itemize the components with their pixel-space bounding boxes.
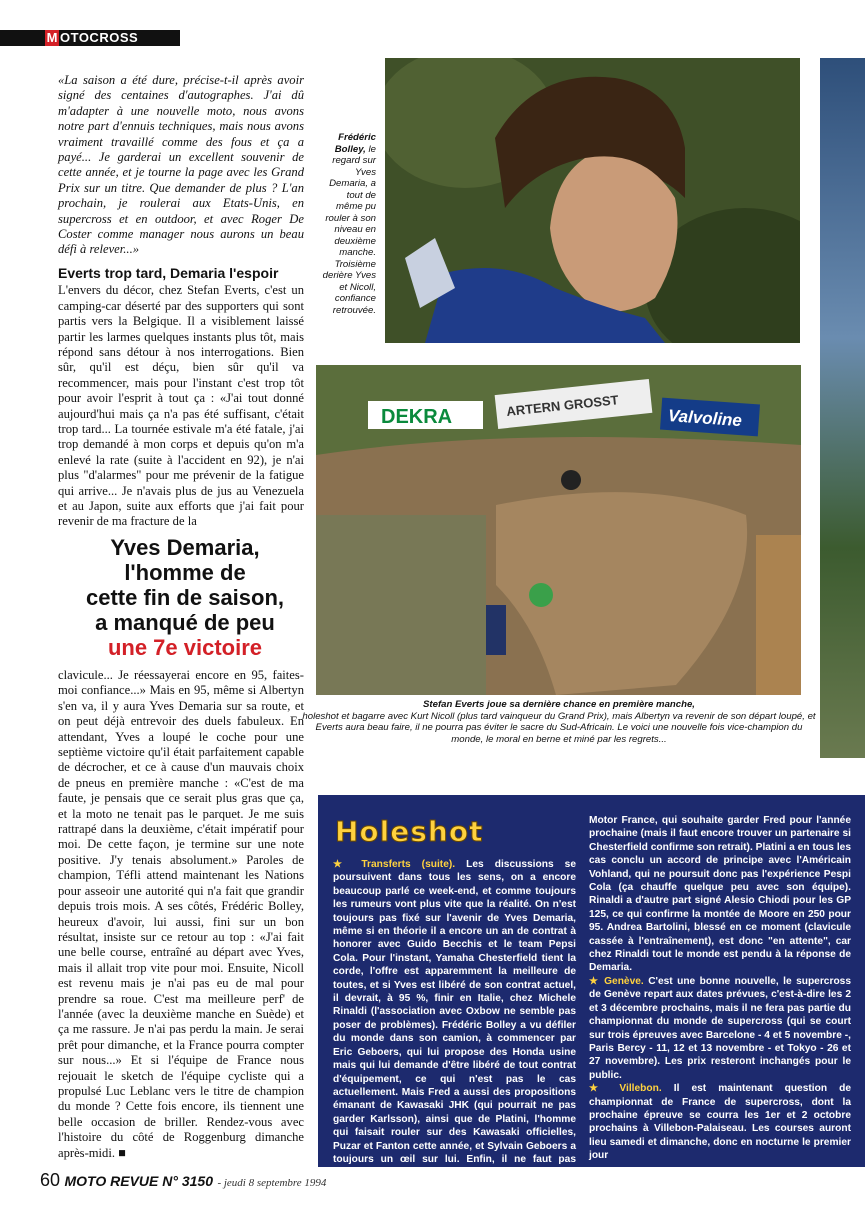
page-footer — [40, 1170, 326, 1191]
photo-rider-portrait — [385, 58, 800, 343]
caption-race-lead: Stefan Everts joue sa dernière chance en première manche, — [423, 699, 695, 710]
section-banner — [0, 30, 180, 46]
holeshot-column-1 — [333, 858, 576, 1180]
caption-race-text: holeshot et bagarre avec Kurt Nicoll (plus tard vainqueur du Grand Prix), mais Albertyn va revenir de son départ loupé, et Everts aura beau faire, il ne pourra pas éviter le sacre du Sud-Africain. Le voici une nouvelle fois vice-champion du monde, le moral en berne et miné par les regrets... — [302, 710, 816, 745]
caption-portrait-name: Frédéric Bolley, — [334, 132, 376, 155]
article-para-3: clavicule... Je réessayerai encore en 95, faites-moi confiance...» Mais en 95, même si Albertyn s'en va, il y aura Yves Demaria sur sa route, et on peut déjà entrevoir des duels fabuleux. En attendant, Yves a loupé le coche pour une septième victoire qu'il était parfaitement capable de décrocher, et ce à cause d'un mauvais choix de pneus en première manche : «C'est de ma faute, je pensais que ce serait plus gras que ça, et la moto ne tenait pas le parquet. Je me suis rattrapé dans la deuxième, c'était impératif pour moi. De cette façon, je termine sur une note positive. J'y tenais absolument.» Paroles de champion, Téfli attend maintenant les Nations pour asseoir une autorité qui n'a fait que grandir depuis trois mois. A ses côtés, Frédéric Bolley, heureux d'avoir, lui aussi, fini sur un bon résultat, insiste sur ce retour au top : «J'ai fait une belle course, entraîné au départ avec Yves, mais il allait trop vite pour moi. Ensuite, Nicoll est revenu mais je n'ai pas eu de mal pour prendre sa roue. C'est ma meilleure perf' de l'année (avec la deuxième manche en Suède) et ça me rassure. Je n'ai pas perdu la main. Je serai prêt pour dimanche, et la France pourra compter sur nous...» Et si l'équipe de France nous rejouait le sketch de l'équipe cycliste qui a propulsé Luc Leblanc vers le titre de champion du monde ? Cette fois encore, ils tiennent une belle occasion de briller. Rendez-vous avec l'histoire du côté de Roggenburg dimanche après-midi. ■ — [58, 668, 304, 1160]
photo-caption-race — [300, 699, 818, 745]
photo-caption-portrait — [318, 132, 376, 316]
holeshot-geneve-text: C'est une bonne nouvelle, le supercross de Genève repart aux dates prévues, c'est-à-dire les 2 et 3 décembre prochains, mais il ne fera pas partie du championnat du monde de supercross (qui se court sur trois épreuves avec Barcelone - 4 et 5 novembre -, Paris Bercy - 11, 12 et 13 novembre - et Tokyo - 26 et 27 novembre). Les prix resteront inchangés pour le public. — [589, 975, 851, 1081]
holeshot-villebon-text: Il est maintenant question de championnat de France de supercross, dont la prochaine épreuve se courra les 1er et 2 octobre prochains à Villebon-Palaiseau. Les courses auront lieu samedi et dimanche, donc en nocturne le premier jour — [589, 1083, 851, 1162]
photo-race-track — [316, 365, 801, 695]
sign-artern: ARTERN GROSST — [505, 392, 620, 419]
pull-quote-line-3: cette fin de saison, — [85, 585, 285, 610]
pull-quote-line-2: l'homme de — [124, 560, 246, 585]
holeshot-title: Holeshot — [335, 815, 484, 848]
pull-quote-line-4: a manqué de peu — [95, 610, 275, 635]
holeshot-transferts-head: ★ Transferts (suite). — [333, 859, 456, 870]
holeshot-column-2 — [589, 814, 851, 1163]
page-number: 60 — [40, 1170, 61, 1190]
article-para-1: «La saison a été dure, précise-t-il après avoir signé des centaines d'autographes. J'ai dû m'adapter à une nouvelle moto, nous avons notre part d'ennuis techniques, mais nous avons vraiment travaillé comme des fous et ça a payé... Je garderai un excellent souvenir de cette année, et je tourne la page avec les Grand Prix sur un titre. Que demander de plus ? L'an prochain, je roulerai aux Etats-Unis, en supercross et en outdoor, et avec Roger De Coster comme manager nous aurons un beau défi à relever...» — [58, 73, 304, 257]
pull-quote — [40, 535, 330, 660]
holeshot-transferts-continued: Motor France, qui souhaite garder Fred pour l'année prochaine (mais il faut encore trouver un partenaire si Chesterfield confirme son retrait). Platini a en tous les cas conclu un accord de principe avec l'Américain Vohland, qui ne poursuit donc pas l'expérience Pespi Cola (ça chauffe quelque peu avec son équipe). Rinaldi a d'autre part signé Alesio Chiodi pour les GP 125, ce qui confirme la montée de Moore en 250 pour 95. Andrea Bartolini, blessé en ce moment (clavicule cassée à l'entraînement), est donc "en attente", car chez Rinaldi tout le monde est pendu à la réponse de Demaria. — [589, 815, 851, 974]
section-title: OTOCROSS — [60, 30, 139, 45]
adjacent-page-photo-strip — [820, 58, 865, 758]
sign-valvoline: Valvoline — [667, 406, 743, 431]
rider-portrait-illustration — [385, 58, 800, 343]
holeshot-transferts-text: Les discussions se poursuivent dans tous les sens, on a encore beaucoup parlé ce week-end, et comme toujours les rumeurs vont plus vite que la réalité. On n'est toujours pas fixé sur l'avenir de Yves Demaria, même si en théorie il a encore un an de contrat à honorer avec Guido Becchis et le team Pepsi Cola. Pour l'instant, Yamaha Chesterfield tient la corde, l'offre est apparemment la meilleure de toutes, et si Yves est libéré de son contrat actuel, il devrait, à 95 %, finir en Italie, chez Michele Rinaldi (l'association avec Oxbow ne semble pas poser de problèmes). Frédéric Bolley a vu défiler du monde dans son camion, à commencer par Eric Geboers, qui lui propose des Honda usine mais qui lui demande d'être libéré de tout contrat d'équipement, ce qui n'est pas le cas actuellement. Mais Fred a aussi des propositions émanant de Kawasaki JHK (qui pourrait ne pas garder Karlsson), ainsi que de Platini, l'homme qui faisait rouler sur des Kawasaki officielles, Puzar et Fanton cette année, et Sylvain Geboers a toujours un œil sur lui. Enfin, il ne faut pas oublier Yamaha — [333, 859, 576, 1179]
issue-date: - jeudi 8 septembre 1994 — [217, 1177, 327, 1189]
caption-portrait-text: le regard sur Yves Demaria, a tout de même pu rouler à son niveau en deuxième manche. Troisième derière Yves et Nicoll, confiance retrouvée. — [322, 143, 376, 316]
article-column-top — [58, 73, 304, 530]
section-initial: M — [46, 30, 58, 45]
pull-quote-line-1: Yves Demaria, — [110, 535, 260, 560]
article-para-2: L'envers du décor, chez Stefan Everts, c'est un camping-car déserté par des supporters qui sont partis vers la Belgique. Il a visiblement laissé partir les larmes quelques instants plus tôt, mais répond sans détour à nos interrogations. Bien sûr, qu'il est déçu, bien sûr qu'il va recommencer, mais pour l'instant c'est trop tôt pour avoir l'esprit à tout ça : «J'ai tout donné aujourd'hui mais ça n'a pas été suffisant, c'était trop tard... La tournée estivale m'a été fatale, j'ai trop demandé à mon corps et depuis qu'on m'a enlevé la rate (suite à l'accident en 92), je n'ai plus "d'alarmes" pour me prévenir de la fatigue qui arrive... Je n'avais plus de jus au Venezuela et au Japon, suite aux efforts que j'ai fait pour revenir de ma fracture de la — [58, 283, 304, 529]
holeshot-geneve-head: ★ Genève. — [589, 975, 644, 987]
race-track-illustration — [316, 365, 801, 695]
article-subhead: Everts trop tard, Demaria l'espoir — [58, 264, 279, 281]
pull-quote-line-5: une 7e victoire — [107, 635, 263, 660]
article-column-bottom — [58, 668, 304, 1161]
holeshot-villebon-head: ★ Villebon. — [589, 1083, 662, 1095]
sign-dekra: DEKRA — [381, 406, 453, 428]
magazine-name: MOTO REVUE N° 3150 — [64, 1173, 213, 1189]
